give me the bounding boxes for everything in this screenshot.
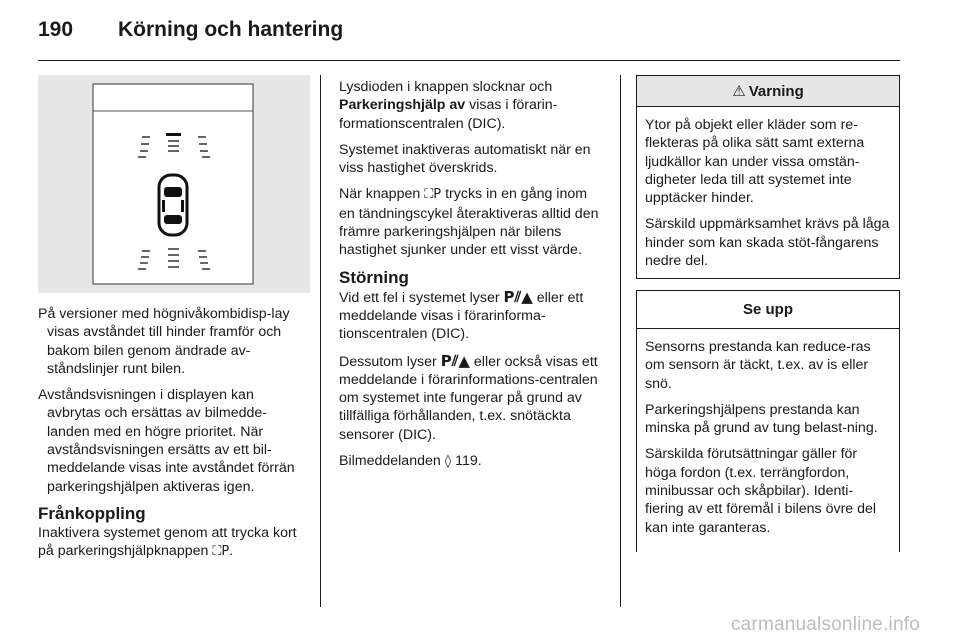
paragraph: Ytor på objekt eller kläder som re-flekteras på olika sätt samt externa ljudkällor kan under vissa omstän-digheter leda till att systemet inte upptäcker hinder. xyxy=(645,117,865,207)
paragraph: När knappen ⛶P trycks in en gång inom en tändningscykel återaktiveras alltid den främre parkeringshjälpen när bilens hastighet sjunker under ett visst värde. xyxy=(339,186,599,259)
paragraph: Inaktivera systemet genom att trycka kort på parkeringshjälpknappen ⛶P. xyxy=(38,524,297,560)
car-icon xyxy=(159,175,187,235)
caution-box-body xyxy=(637,329,899,549)
section-heading-frankoppling: Frånkoppling xyxy=(38,503,146,523)
warning-triangle-icon: ⚠ xyxy=(732,83,746,100)
paragraph: Särskilda förutsättningar gäller för höga fordon (t.ex. terrängfordon, minibussar och skåpbilar). Identi-fiering av ett föremål i bilens övre del kan inte garanteras. xyxy=(645,446,877,536)
reference-arrow-icon: ◊ xyxy=(444,454,452,470)
warning-box-body xyxy=(637,107,899,282)
paragraph: Särskild uppmärksamhet krävs på låga hinder som kan skada stöt-fångarens nedre del. xyxy=(645,216,890,270)
parking-assist-display-figure xyxy=(38,75,310,293)
park-fault-icon: P⫽▲ xyxy=(503,287,533,306)
paragraph: Dessutom lyser P⫽▲ eller också visas ett meddelande i förarinformations-centralen om systemet inte fungerar på grund av tillfälliga förhållanden, t.ex. snötäckta sensorer (DIC). xyxy=(339,351,598,443)
header-rule xyxy=(38,60,900,61)
paragraph: Bilmeddelanden ◊ 119. xyxy=(339,453,482,470)
parking-display-illustration xyxy=(38,75,310,293)
column-divider-2 xyxy=(620,75,621,607)
park-fault-icon: P⫽▲ xyxy=(440,351,470,370)
paragraph: Systemet inaktiveras automatiskt när en viss hastighet överskrids. xyxy=(339,141,591,177)
warning-box-header: ⚠ Varning xyxy=(637,76,899,107)
warning-box xyxy=(636,75,900,279)
page-title: Körning och hantering xyxy=(118,18,344,41)
column-1 xyxy=(38,305,308,570)
page-reference-link[interactable]: 119. xyxy=(455,453,482,470)
section-heading-storning: Störning xyxy=(339,267,409,287)
paragraph: Sensorns prestanda kan reduce-ras om sensorn är täckt, t.ex. av is eller snö. xyxy=(645,339,871,392)
park-button-icon: ⛶P xyxy=(212,544,230,560)
paragraph: Vid ett fel i systemet lyser P⫽▲ eller ett meddelande visas i förarinforma-tionscentralen (DIC). xyxy=(339,287,584,343)
paragraph: Avståndsvisningen i displayen kan avbrytas och ersättas av bilmedde-landen med en högre prioritet. När avståndsvisningen ersätts av ett bil-meddelande visas inte avståndet förrän parkeringshjälpen aktiveras igen. xyxy=(38,387,295,495)
paragraph: Parkeringshjälpens prestanda kan minska på grund av tung belast-ning. xyxy=(645,401,878,437)
paragraph: Lysdioden i knappen slocknar och Parkeringshjälp av visas i förarin-formationscentralen (DIC). xyxy=(339,79,558,132)
caution-box xyxy=(636,290,900,552)
caution-box-header: Se upp xyxy=(637,291,899,329)
watermark: carmanualsonline.info xyxy=(730,614,920,635)
park-button-icon: ⛶P xyxy=(424,187,442,203)
column-2 xyxy=(339,78,603,479)
page-number: 190 xyxy=(38,18,74,41)
page-header xyxy=(38,18,343,48)
column-divider-1 xyxy=(320,75,321,607)
paragraph: På versioner med högnivåkombidisp-lay visas avståndet till hinder framför och bakom bilen genom ändrade av-ståndslinjer runt bilen. xyxy=(38,306,290,377)
